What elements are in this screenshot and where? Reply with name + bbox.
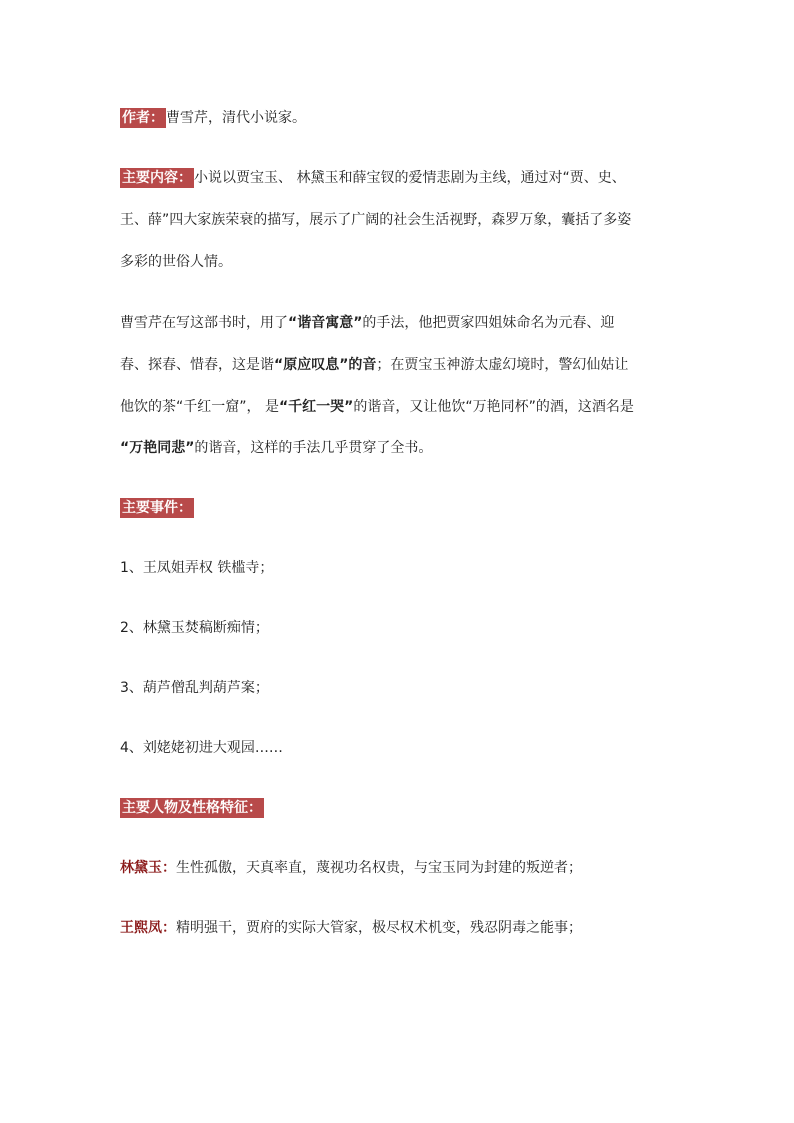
content-text-1: 小说以贾宝玉、 林黛玉和薛宝钗的爱情悲剧为主线，通过对“贾、史、 xyxy=(194,170,626,186)
pun-bold-text: “千红一哭” xyxy=(278,399,354,415)
pun-text: 的谐音，这样的手法几乎贯穿了全书。 xyxy=(194,440,433,456)
event-text: 3、葫芦僧乱判葫芦案； xyxy=(120,680,269,696)
character-name: 林黛玉： xyxy=(120,860,176,876)
characters-heading xyxy=(120,798,680,818)
character-row xyxy=(120,918,680,938)
pun-text: ；在贾宝玉神游太虚幻境时，警幻仙姑让 xyxy=(376,357,629,373)
character-row xyxy=(120,858,680,878)
pun-line-4 xyxy=(120,438,680,458)
list-item xyxy=(120,738,680,758)
events-heading xyxy=(120,498,680,518)
list-item xyxy=(120,558,680,578)
event-text: 4、刘姥姥初进大观园…… xyxy=(120,740,283,756)
list-item xyxy=(120,618,680,638)
pun-text: 曹雪芹在写这部书时，用了 xyxy=(120,315,288,331)
character-desc: 生性孤傲，天真率直，蔑视功名权贵，与宝玉同为封建的叛逆者； xyxy=(176,860,582,876)
content-line-2 xyxy=(120,210,680,230)
pun-bold-text: “谐音寓意” xyxy=(288,315,363,331)
pun-line-1 xyxy=(120,313,680,333)
content-text-3: 多彩的世俗人情。 xyxy=(120,254,232,270)
pun-text: 春、探春、惜春，这是谐 xyxy=(120,357,274,373)
character-desc: 精明强干，贾府的实际大管家，极尽权术机变，残忍阴毒之能事； xyxy=(176,920,582,936)
pun-text: 他饮的茶“千红一窟”， 是 xyxy=(120,399,279,415)
pun-bold-text: “万艳同悲” xyxy=(120,440,195,456)
author-label: 作者： xyxy=(122,110,164,126)
character-name: 王熙凤： xyxy=(120,920,176,936)
pun-line-2 xyxy=(120,355,680,375)
event-text: 1、王凤姐弄权 铁槛寺； xyxy=(120,560,274,576)
content-line-3 xyxy=(120,252,680,272)
author-line xyxy=(120,108,680,128)
content-text-2: 王、薛”四大家族荣衰的描写，展示了广阔的社会生活视野，森罗万象，囊括了多姿 xyxy=(120,212,632,228)
events-label: 主要事件： xyxy=(122,500,192,516)
pun-text: 的谐音，又让他饮“万艳同杯”的酒，这酒名是 xyxy=(353,399,634,415)
content-line-1 xyxy=(120,168,680,188)
content-label: 主要内容： xyxy=(122,170,192,186)
characters-label: 主要人物及性格特征： xyxy=(122,800,262,816)
pun-bold-text: “原应叹息”的音 xyxy=(274,357,377,373)
author-text: 曹雪芹，清代小说家。 xyxy=(166,110,306,126)
list-item xyxy=(120,678,680,698)
event-text: 2、林黛玉焚稿断痴情； xyxy=(120,620,269,636)
pun-text: 的手法，他把贾家四姐妹命名为元春、迎 xyxy=(362,315,615,331)
pun-line-3 xyxy=(120,397,680,417)
